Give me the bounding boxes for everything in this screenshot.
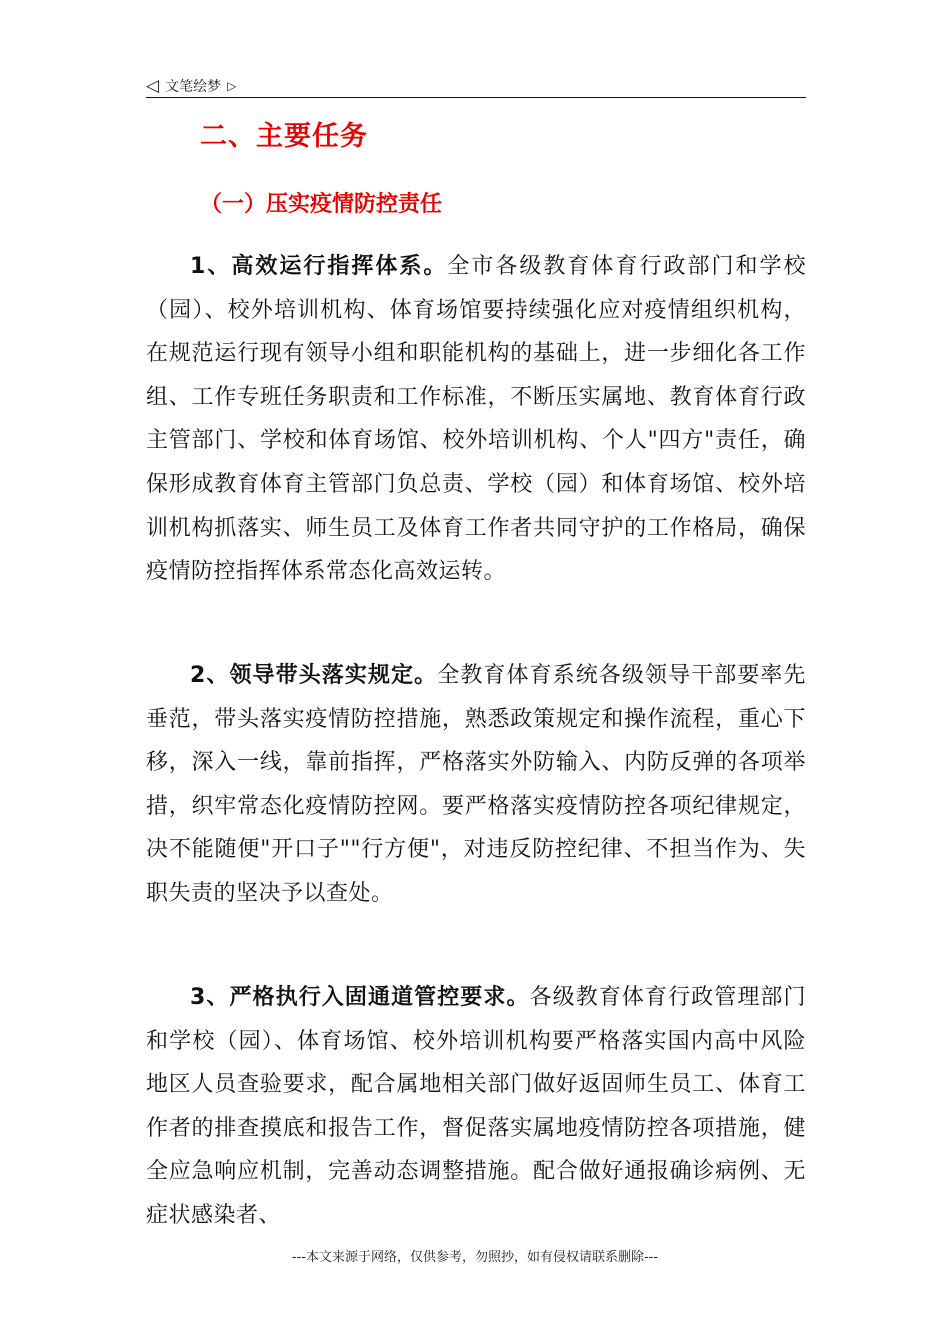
paragraph-body: 各级教育体育行政管理部门和学校（园）、体育场馆、校外培训机构要严格落实国内高中风险地区人员查验要求，配合属地相关部门做好返固师生员工、体育工作者的排查摸底和报告工作，督促落实属地疫情防控各项措施，健全应急响应机制，完善动态调整措施。配合做好通报确诊病例、无症状感染者、: [146, 985, 806, 1228]
subsection-heading: （一）压实疫情防控责任: [200, 192, 443, 217]
triangle-left-icon: ◁: [146, 75, 160, 96]
footer-disclaimer: ---本文来源于网络，仅供参考，勿照抄，如有侵权请联系删除---: [291, 1250, 659, 1265]
paragraph: [146, 654, 806, 916]
paragraph: [146, 245, 806, 594]
paragraph-body: 全市各级教育体育行政部门和学校（园）、校外培训机构、体育场馆要持续强化应对疫情组织机构，在规范运行现有领导小组和职能机构的基础上，进一步细化各工作组、工作专班任务职责和工作标准，不断压实属地、教育体育行政主管部门、学校和体育场馆、校外培训机构、个人"四方"责任，确保形成教育体育主管部门负总责、学校（园）和体育场馆、校外培训机构抓落实、师生员工及体育工作者共同守护的工作格局，确保疫情防控指挥体系常态化高效运转。: [146, 254, 806, 585]
paragraph-lead: 3、严格执行入固通道管控要求。: [190, 985, 530, 1010]
page-header: [146, 74, 806, 98]
paragraph-lead: 1、高效运行指挥体系。: [190, 254, 448, 279]
paragraph-body: 全教育体育系统各级领导干部要率先垂范，带头落实疫情防控措施，熟悉政策规定和操作流程，重心下移，深入一线，靠前指挥，严格落实外防输入、内防反弹的各项举措，织牢常态化疫情防控网。要严格落实疫情防控各项纪律规定，决不能随便"开口子""行方便"，对违反防控纪律、不担当作为、失职失责的坚决予以查处。: [146, 663, 806, 906]
paragraph-lead: 2、领导带头落实规定。: [190, 663, 438, 688]
header-title: 文笔绘梦: [165, 79, 222, 95]
paragraph: [146, 976, 806, 1238]
header-rule: [146, 97, 806, 98]
section-heading: 二、主要任务: [200, 121, 368, 152]
triangle-right-icon: ▷: [227, 79, 237, 93]
